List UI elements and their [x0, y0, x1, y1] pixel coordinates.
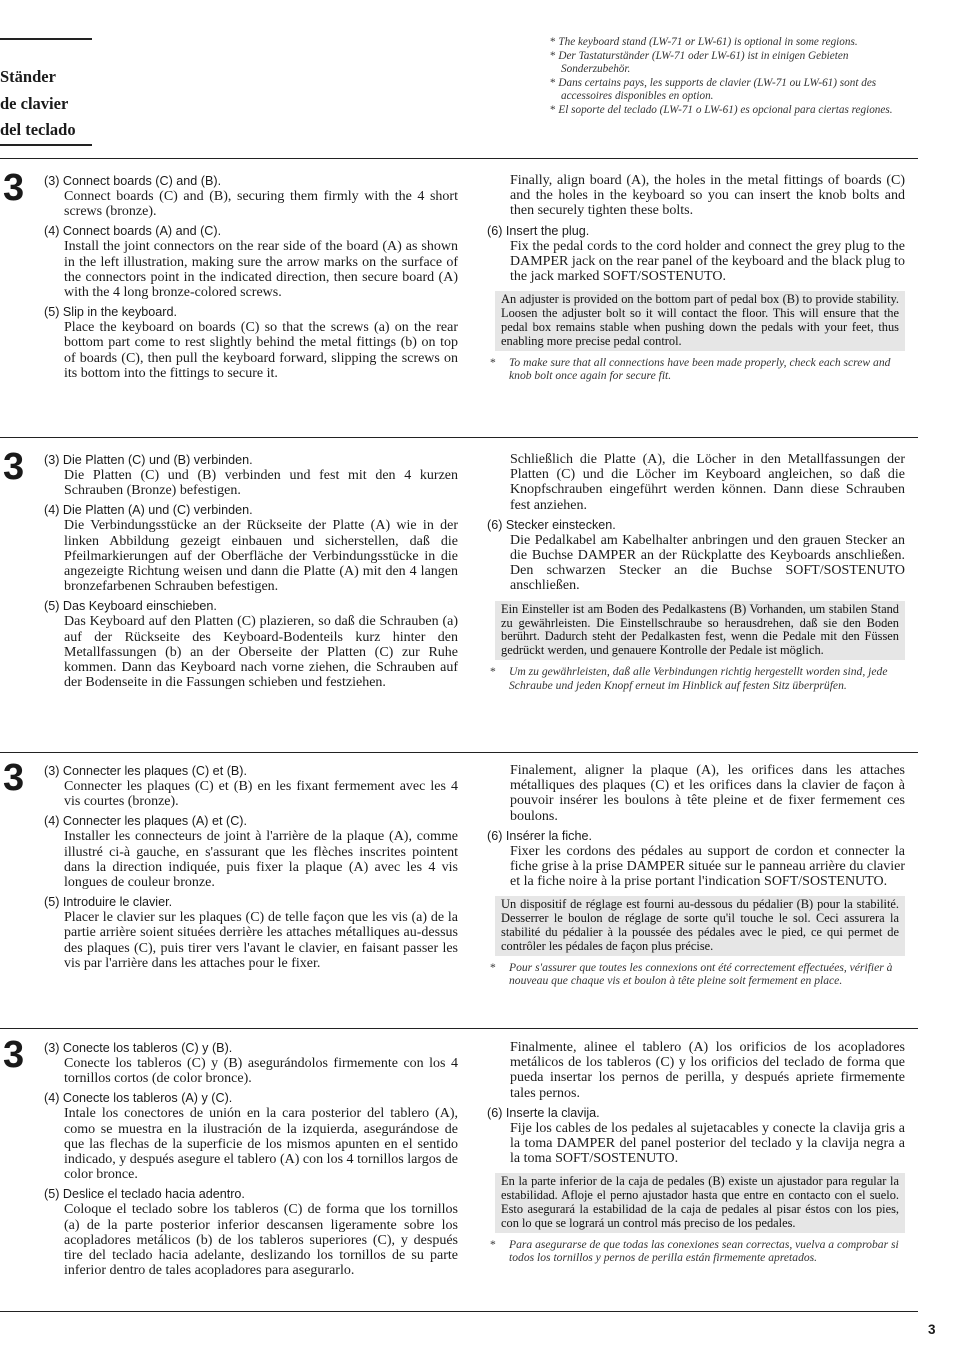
right-column	[487, 452, 905, 692]
section-divider	[0, 158, 918, 159]
title-underline	[0, 144, 92, 146]
section-divider	[0, 1028, 918, 1029]
right-column	[487, 763, 905, 988]
step-body: Finalement, aligner la plaque (A), les orifices dans les attaches métalliques des plaques (C) et les orifices dans la clavier de façon à pouvoir insérer les boulons à tête pleine et de fixer fermement ces boulons.	[510, 763, 905, 824]
step-heading: (3) Connecter les plaques (C) et (B).	[44, 764, 247, 778]
section-divider	[0, 437, 918, 438]
step-heading: (3) Connect boards (C) and (B).	[44, 174, 222, 188]
section-title	[0, 64, 200, 144]
section-title-line: del teclado	[0, 120, 76, 139]
adjuster-note: An adjuster is provided on the bottom part of pedal box (B) to provide stability. Loosen the adjuster bolt so it will contact the floor. This will ensure that the pedal box remains stable when pushing down the pedals with your feet, thus enabling more precise pedal control.	[495, 291, 905, 351]
section-title-line: de clavier	[0, 93, 69, 113]
step-body: Conecte los tableros (C) y (B) asegurándolos firmemente con los 4 tornillos cortos (de color bronce).	[64, 1056, 458, 1087]
step-heading: (4) Die Platten (A) und (C) verbinden.	[44, 503, 253, 518]
step-heading: (4) Connecter les plaques (A) et (C).	[44, 814, 247, 829]
right-column	[487, 173, 905, 383]
note-spanish: * El soporte del teclado (LW-71 o LW-61) es opcional para ciertas regiones.	[550, 104, 905, 118]
step-body: Finalmente, alinee el tablero (A) los orificios de los acopladores metálicos de los tableros (C) y los orificios del teclado de forma que pueda insertar los pernos de perilla, y después apriete firmemente tales pernos.	[510, 1040, 905, 1101]
page-number: 3	[928, 1322, 936, 1337]
step-body: Coloque el teclado sobre los tableros (C) de forma que los tornillos (a) de la parte posterior inferior descansen ligeramente sobre los acopladores metálicos (b) de los tableros superiores (C), y después tire del teclado hacia adelante, deslizando los tornillos de su parte inferior dentro de tales acopladores para asegurarlo.	[64, 1202, 458, 1279]
optional-stand-notes	[550, 36, 905, 118]
step-heading: (3) Conecte los tableros (C) y (B).	[44, 1041, 233, 1055]
step-number: 3	[3, 1034, 25, 1076]
step-heading: (4) Connect boards (A) and (C).	[44, 224, 222, 239]
step-body: Finally, align board (A), the holes in the metal fittings of boards (C) and the holes in the keyboard so you can insert the knob bolts and then securely tighten these bolts.	[510, 173, 905, 219]
step-body: Fix the pedal cords to the cord holder and connect the grey plug to the DAMPER jack on the rear panel of the keyboard and the black plug to the jack marked SOFT/SOSTENUTO.	[510, 238, 905, 285]
section-title-line: Ständer	[0, 67, 56, 86]
footnote: * Pour s'assurer que toutes les connexions ont été correctement effectuées, vérifier à nouveau que chaque vis et boulon à tête pleine soit fermement en place.	[487, 961, 905, 988]
step-body: Die Verbindungsstücke an der Rückseite der Platte (A) wie in der linken Abbildung gezeigt einbauen und sicherstellen, daß die Pfeilmarkierungen auf der Oberfläche der Verbindungsstücke in die angezeigte Richtung weisen und dann die Platte (A) mit den 4 langen bronzefarbenen Schrauben befestigen.	[64, 518, 458, 595]
step-number: 3	[3, 446, 25, 488]
left-column	[44, 452, 458, 690]
right-column	[487, 1040, 905, 1265]
step-body: Install the joint connectors on the rear side of the board (A) as shown in the left illustration, making sure the arrow marks on the surface of the connectors point in the indicated direction, then secure board (A) with the 4 long bronze-colored screws.	[64, 239, 458, 301]
adjuster-note: Ein Einsteller ist am Boden des Pedalkastens (B) Vorhanden, um stabilen Stand zu gewährleisten. Die Einstellschraube so herausdrehen, daß sie den Boden berührt. Dadurch steht der Pedalkasten fest, wenn die Pedale mit den Füssen gedrückt werden, und genauere Kontrolle der Pedale ist möglich.	[495, 601, 905, 661]
note-german: * Der Tastaturständer (LW-71 oder LW-61) ist in einigen Gebieten Sonderzubehör.	[550, 50, 905, 77]
footnote: * To make sure that all connections have been made properly, check each screw and knob bolt once again for secure fit.	[487, 356, 905, 383]
step-heading: (6) Stecker einstecken.	[487, 517, 616, 532]
step-body: Fije los cables de los pedales al sujetacables y conecte la clavija gris a la toma DAMPER del panel posterior del teclado y la clavija negra a la toma SOFT/SOSTENUTO.	[510, 1120, 905, 1167]
step-number: 3	[3, 167, 25, 209]
left-column	[44, 763, 458, 971]
step-body: Connect boards (C) and (B), securing them firmly with the 4 short screws (bronze).	[64, 189, 458, 220]
step-heading: (6) Inserte la clavija.	[487, 1105, 600, 1120]
step-body: Connecter les plaques (C) et (B) en les fixant fermement avec les 4 vis courtes (bronze).	[64, 779, 458, 810]
step-body: Place the keyboard on boards (C) so that the screws (a) on the rear bottom part come to rest slightly behind the metal fittings (b) on top of boards (C), then pull the keyboard forward, slipping the screws on its bottom into the fittings to secure it.	[64, 320, 458, 381]
step-body: Das Keyboard auf den Platten (C) plazieren, so daß die Schrauben (a) auf der Rückseite des Keyboard-Bodenteils kurz hinter den Metallfassungen (b) an der Oberseite der Platten (C) zur Ruhe kommen. Dann das Keyboard nach vorne ziehen, die Schrauben auf der Bodenseite in die Fassungen schieben und festziehen.	[64, 614, 458, 691]
step-body: Installer les connecteurs de joint à l'arrière de la plaque (A), comme illustré ci-à gauche, en s'assurant que les flèches inscrites pointent dans la direction indiquée, puis fixer la plaque (A) avec les 4 vis longues de couleur bronze.	[64, 829, 458, 891]
step-heading: (6) Insert the plug.	[487, 223, 590, 238]
left-column	[44, 1040, 458, 1278]
step-body: Placer le clavier sur les plaques (C) de telle façon que les vis (a) de la partie arrière soient situées derrière les attaches métalliques au-dessus des plaques (C), puis tirer vers l'avant le clavier, en faisant passer les vis par l'arrière dans les attaches pour le fixer.	[64, 910, 458, 971]
step-heading: (5) Slip in the keyboard.	[44, 305, 178, 320]
step-body: Die Pedalkabel am Kabelhalter anbringen und den grauen Stecker an die Buchse DAMPER an der Rückplatte des Keyboards anschließen. Den schwarzen Stecker an die Buchse SOFT/SOSTENUTO anschließen.	[510, 532, 905, 594]
step-heading: (5) Deslice el teclado hacia adentro.	[44, 1187, 245, 1202]
section-divider	[0, 1311, 918, 1312]
step-heading: (5) Introduire le clavier.	[44, 895, 173, 910]
step-body: Fixer les cordons des pédales au support de cordon et connecter la fiche grise à la prise DAMPER située sur le panneau arrière du clavier et la fiche noire à la prise portant l'indication SOFT/SOSTENUTO.	[510, 843, 905, 890]
note-french: * Dans certains pays, les supports de clavier (LW-71 ou LW-61) sont des accessoires disponibles en option.	[550, 77, 905, 104]
step-body: Schließlich die Platte (A), die Löcher in den Metallfassungen der Platten (C) und die Löcher im Keyboard angleichen, so daß die Knopfschrauben eingeführt werden können. Dann diese Schrauben fest anziehen.	[510, 452, 905, 513]
header-top-rule	[0, 38, 92, 40]
step-heading: (5) Das Keyboard einschieben.	[44, 599, 217, 614]
adjuster-note: En la parte inferior de la caja de pedales (B) existe un ajustador para regular la estabilidad. Afloje el perno ajustador hasta que entre en contacto con el suelo. Esto asegurará la estabilidad de la caja de pedales al pisar éstos con los pies, con lo que se logrará un control más preciso de los pedales.	[495, 1173, 905, 1233]
step-heading: (4) Conecte los tableros (A) y (C).	[44, 1091, 233, 1106]
left-column	[44, 173, 458, 381]
step-body: Die Platten (C) und (B) verbinden und fest mit den 4 kurzen Schrauben (Bronze) befestigen.	[64, 468, 458, 499]
step-heading: (6) Insérer la fiche.	[487, 828, 592, 843]
step-number: 3	[3, 757, 25, 799]
footnote: * Para asegurarse de que todas las conexiones sean correctas, vuelva a comprobar si todos los tornillos y pernos de perilla están firmemente apretados.	[487, 1238, 905, 1265]
step-body: Intale los conectores de unión en la cara posterior del tablero (A), como se muestra en la ilustración de la izquierda, asegurándose de que las flechas de la superficie de los mismos apunten en el sentido indicado, y después asegure el tablero (A) con los 4 tornillos largos de color bronce.	[64, 1106, 458, 1183]
note-english: * The keyboard stand (LW-71 or LW-61) is optional in some regions.	[550, 36, 905, 50]
section-divider	[0, 752, 918, 753]
adjuster-note: Un dispositif de réglage est fourni au-dessous du pédalier (B) pour la stabilité. Desserrer le boulon de réglage de sorte qu'il touche le sol. Ceci assurera la stabilité du pédalier à la poussée des pédales avec le pied, ce qui permet de contrôler les pédales de façon plus précise.	[495, 896, 905, 956]
step-heading: (3) Die Platten (C) und (B) verbinden.	[44, 453, 253, 467]
footnote: * Um zu gewährleisten, daß alle Verbindungen richtig hergestellt worden sind, jede Schraube und jeden Knopf erneut im Hinblick auf festen Sitz überprüfen.	[487, 665, 905, 692]
